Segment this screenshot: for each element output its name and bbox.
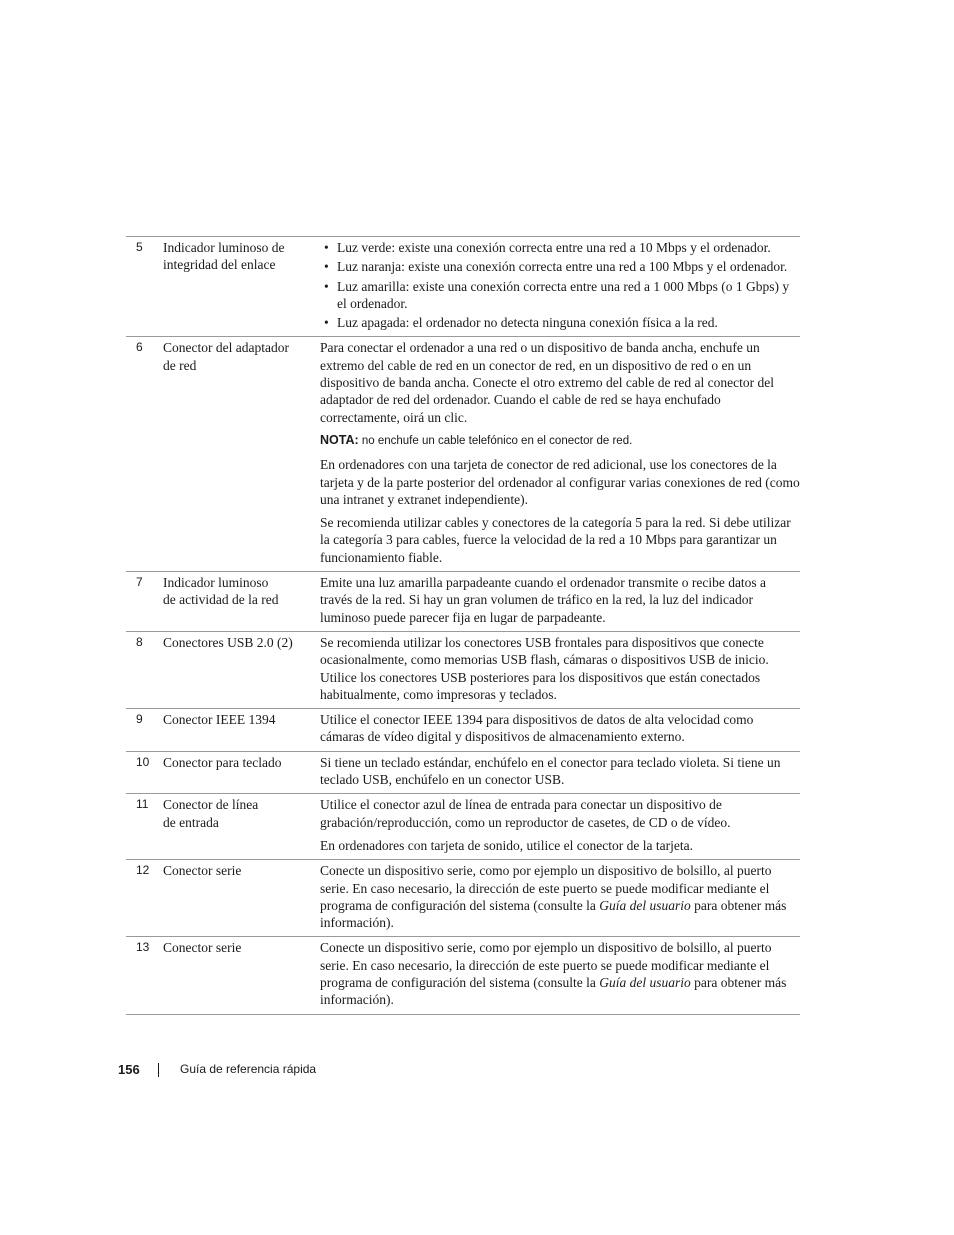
row-number: 10: [136, 754, 150, 769]
row-number: 13: [136, 940, 150, 955]
connector-table: [126, 236, 800, 1015]
row-name: Indicador luminoso de actividad de la red: [163, 575, 279, 608]
row-number: 8: [136, 634, 143, 649]
list-item: • Luz verde: existe una conexión correcta entre una red a 10 Mbps y el ordenador.: [324, 240, 771, 255]
row-description: Si tiene un teclado estándar, enchúfelo en el conector para teclado violeta. Si tiene un teclado USB, enchúfelo en un conector USB.: [320, 754, 781, 788]
row-description: Se recomienda utilizar los conectores USB frontales para dispositivos que conecte ocasionalmente, como memorias USB flash, cámaras o dispositivos USB de inicio. Utilice los conectores USB posteriores para los dispositivos que están conectados habitualmente, como impresoras y teclados.: [320, 634, 769, 702]
table-row: [126, 859, 800, 936]
bullet-icon: •: [324, 240, 329, 255]
bullet-icon: •: [324, 278, 329, 294]
note: NOTA: no enchufe un cable telefónico en el conector de red.: [320, 432, 633, 447]
row-number: 12: [136, 863, 150, 878]
row-name: Indicador luminoso de integridad del enlace: [163, 240, 285, 273]
row-description: Emite una luz amarilla parpadeante cuando el ordenador transmite o recibe datos a través de la red. Si hay un gran volumen de tráfico en la red, la luz del indicador luminoso puede parecer fija en lugar de parpadeante.: [320, 575, 767, 625]
row-name: Conector IEEE 1394: [163, 712, 276, 728]
row-number: 5: [136, 240, 143, 254]
row-description: Utilice el conector IEEE 1394 para dispositivos de datos de alta velocidad como cámaras de vídeo digital y dispositivos de almacenamiento externo.: [320, 712, 754, 745]
table-row: [126, 936, 800, 1014]
row-name: Conectores USB 2.0 (2): [163, 634, 293, 650]
table-row: [126, 708, 800, 751]
table-row: [126, 336, 800, 571]
row-number: 11: [136, 797, 149, 812]
row-description: Utilice el conector azul de línea de entrada para conectar un dispositivo de grabación/reproducción, como un reproductor de casetes, de CD o de vídeo. En ordenadores con tarjeta de sonido, utilice el conector de la tarjeta.: [320, 797, 731, 853]
row-number: 7: [136, 575, 143, 590]
note-label: NOTA:: [320, 432, 359, 447]
row-number: 6: [136, 340, 143, 355]
bullet-icon: •: [324, 315, 329, 331]
row-description: [320, 239, 800, 336]
row-name: Conector de línea de entrada: [163, 797, 259, 830]
book-title: Guía del usuario: [599, 974, 691, 990]
row-description: Conecte un dispositivo serie, como por ejemplo un dispositivo de bolsillo, al puerto serie. En caso necesario, la dirección de este puerto se puede modificar mediante el programa de configuración del sistema (consulte la Guía del usuario para obtener más información).: [320, 940, 787, 1008]
row-name: Conector serie: [163, 940, 242, 956]
row-name: Conector serie: [163, 863, 242, 879]
list-item: • Luz naranja: existe una conexión correcta entre una red a 100 Mbps y el ordenador.: [324, 259, 788, 275]
row-number: 9: [136, 712, 143, 727]
list-item: • Luz amarilla: existe una conexión correcta entre una red a 1 000 Mbps (o 1 Gbps) y el ordenador.: [324, 278, 790, 311]
row-description: Para conectar el ordenador a una red o un dispositivo de banda ancha, enchufe un extremo del cable de red en un conector de red, en un dispositivo de red o en un dispositivo de banda ancha. Conecte el otro extremo del cable de red al conector del adaptador de red del ordenador. Cuando el cable de red se haya enchufado correctamente, oirá un clic. NOTA: no enchufe un cable telefónico en el conector de red. En ordenadores con una tarjeta de conector de red adicional, use los conectores de la tarjeta y de la parte posterior del ordenador al configurar varias conexiones de red (como una intranet y extranet independiente). Se recomienda utilizar cables y conectores de la categoría 5 para la red. Si debe utilizar la categoría 3 para cables, fuerce la velocidad de la red a 10 Mbps para garantizar un funcionamiento fiable.: [320, 340, 800, 565]
table-row: [126, 571, 800, 631]
row-name: Conector para teclado: [163, 754, 282, 770]
bullet-icon: •: [324, 259, 329, 275]
table-row: [126, 631, 800, 708]
table-row: [126, 751, 800, 794]
book-title: Guía del usuario: [599, 897, 691, 913]
page-number: 156: [118, 1062, 140, 1077]
footer-divider: [158, 1063, 159, 1077]
table-row: [126, 236, 800, 336]
row-name: Conector del adaptador de red: [163, 340, 289, 373]
table-row: [126, 793, 800, 859]
footer-title: Guía de referencia rápida: [180, 1062, 317, 1076]
list-item: • Luz apagada: el ordenador no detecta ninguna conexión física a la red.: [324, 315, 718, 331]
row-description: Conecte un dispositivo serie, como por ejemplo un dispositivo de bolsillo, al puerto serie. En caso necesario, la dirección de este puerto se puede modificar mediante el programa de configuración del sistema (consulte la Guía del usuario para obtener más información).: [320, 863, 787, 931]
